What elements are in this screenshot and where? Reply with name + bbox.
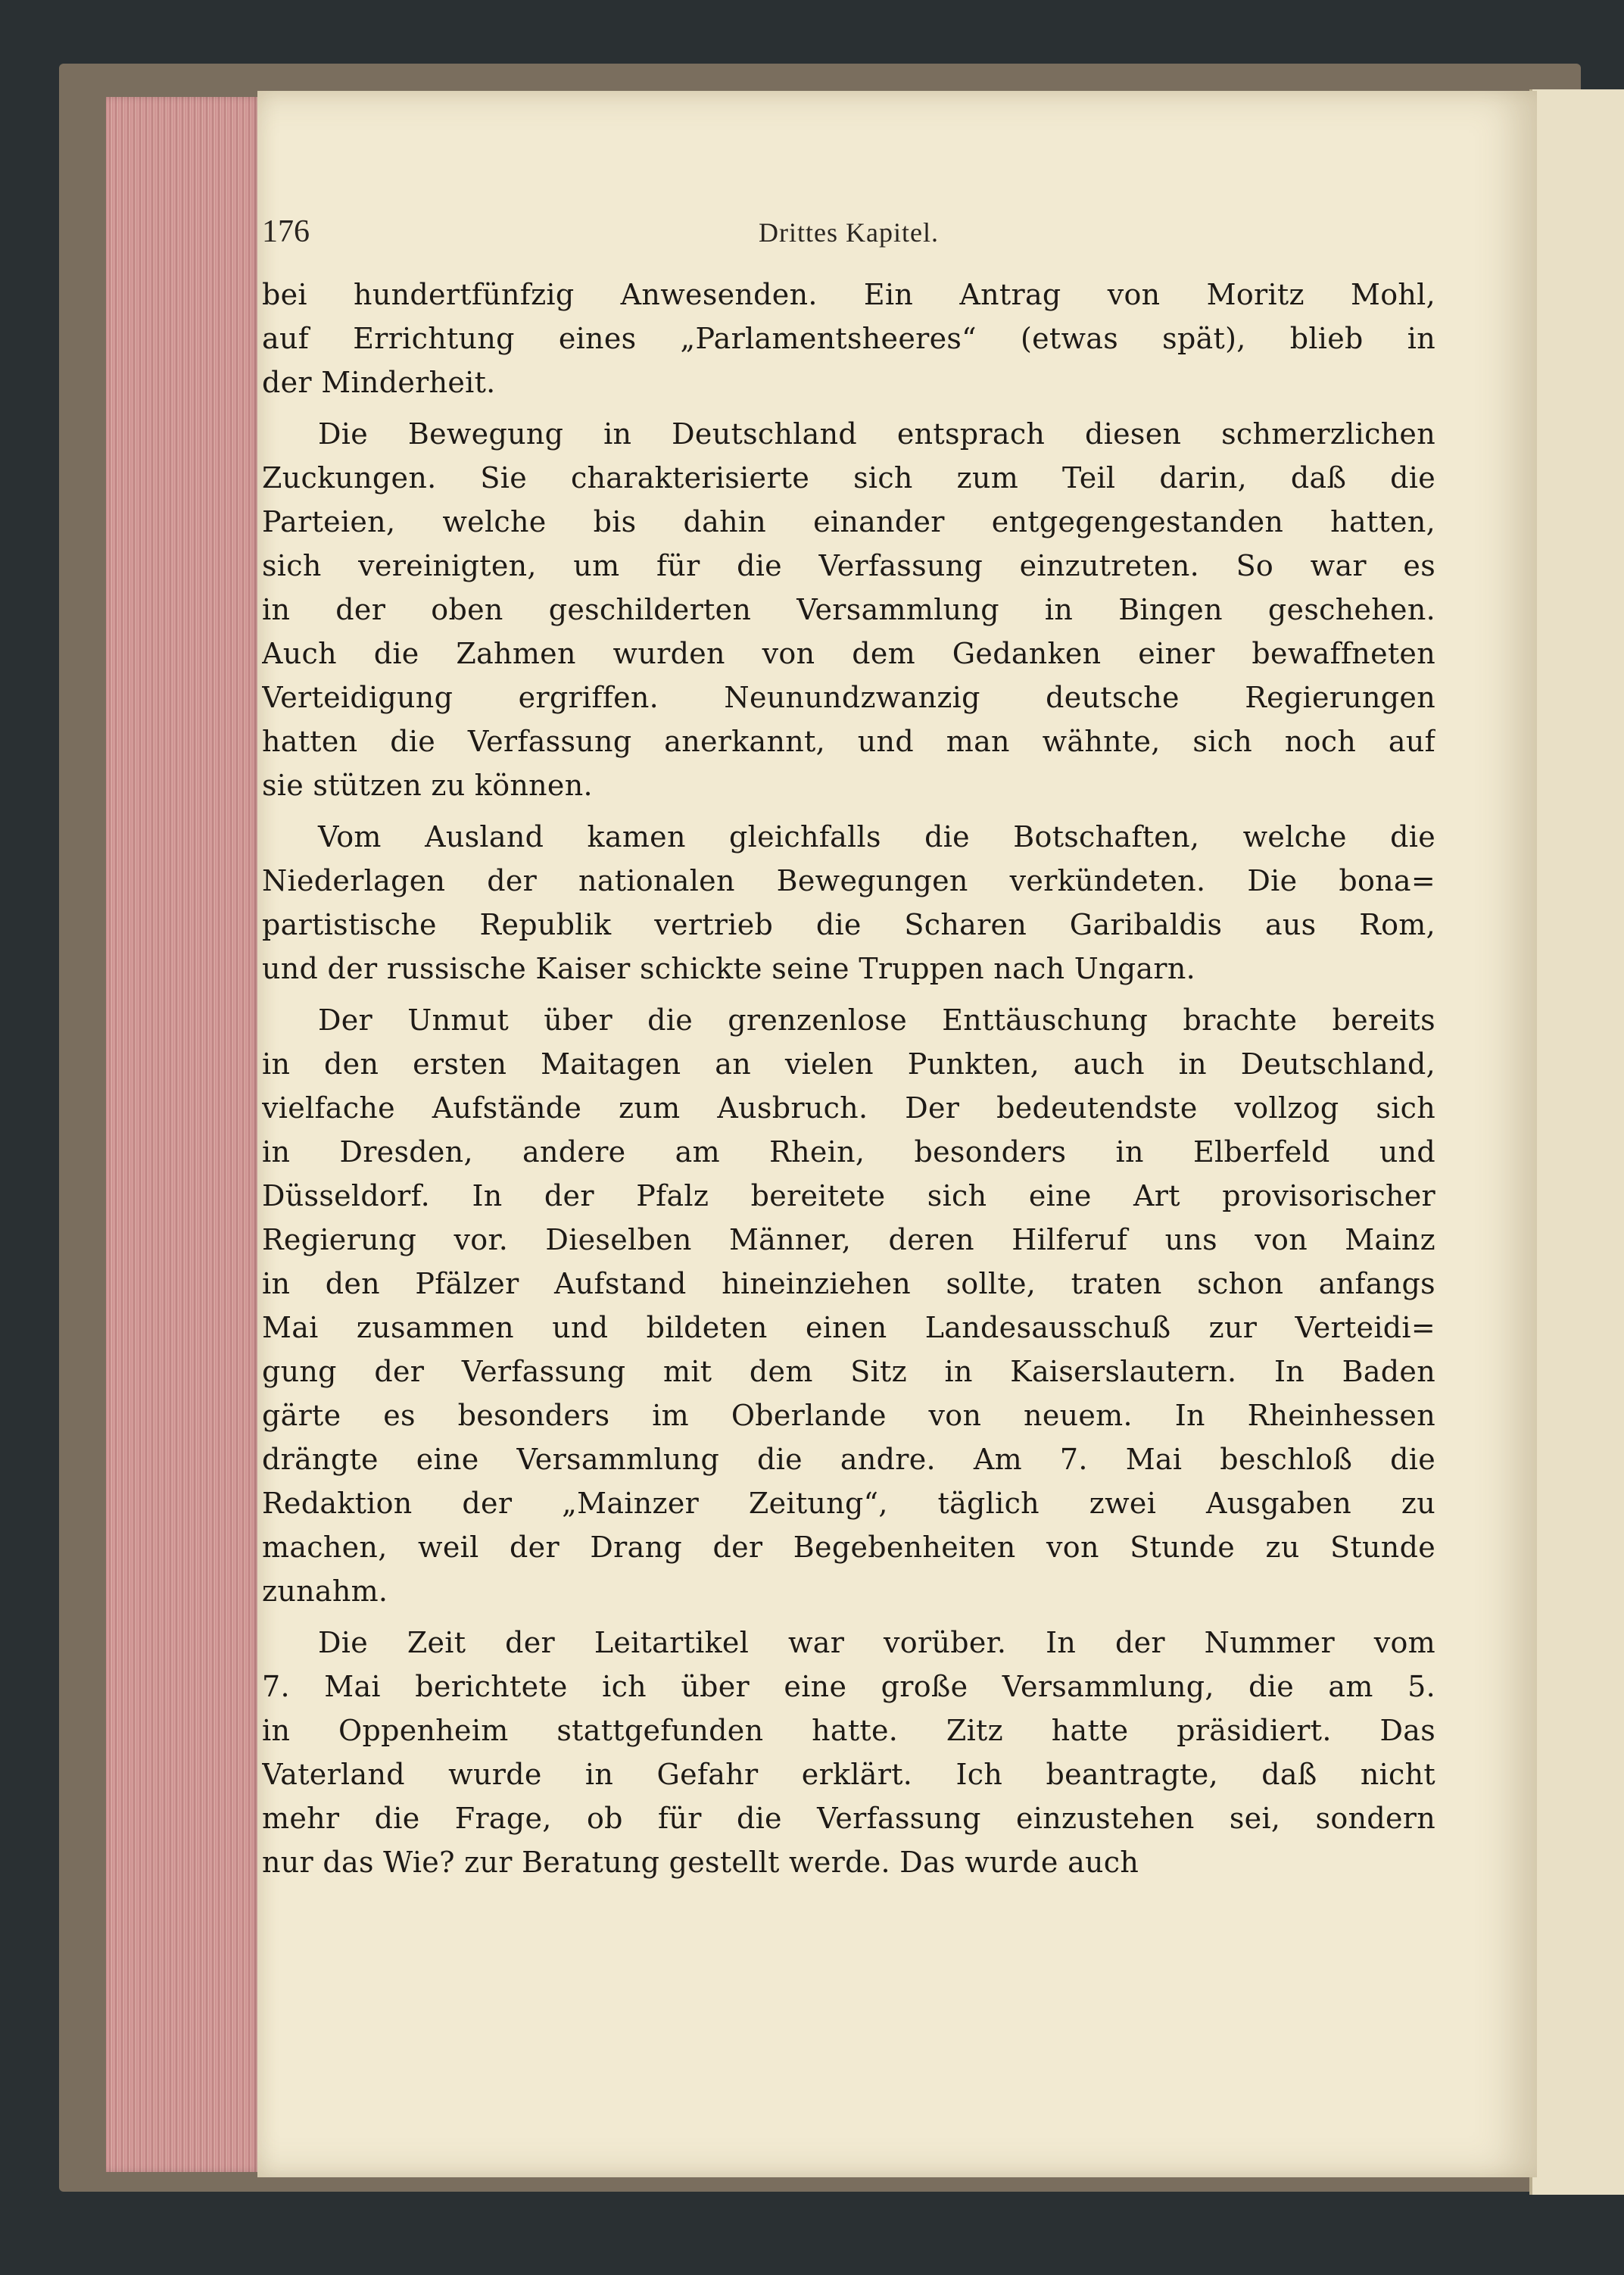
body-text [262,273,1435,1892]
paragraph [262,998,1435,1613]
text-line: in den ersten Maitagen an vielen Punkten, auch in Deutschland, [262,1047,1435,1081]
text-line: sich vereinigten, um für die Verfassung einzutreten. So war es [262,549,1435,582]
text-line: Niederlagen der nationalen Bewegungen verkündeten. Die bona= [262,864,1435,897]
text-line: bei hundertfünfzig Anwesenden. Ein Antrag von Moritz Mohl, [262,278,1435,311]
paragraph [262,273,1435,404]
text-line: sie stützen zu können. [262,769,593,802]
text-line: Mai zusammen und bildeten einen Landesausschuß zur Verteidi= [262,1311,1435,1344]
paragraph [262,815,1435,991]
text-line: in der oben geschilderten Versammlung in Bingen geschehen. [262,593,1435,626]
text-line: gärte es besonders im Oberlande von neuem. In Rheinhessen [262,1399,1435,1432]
text-line: Düsseldorf. In der Pfalz bereitete sich eine Art provisorischer [262,1179,1435,1212]
text-line: gung der Verfassung mit dem Sitz in Kaiserslautern. In Baden [262,1355,1435,1388]
text-line: Vom Ausland kamen gleichfalls die Botschaften, welche die [318,820,1435,854]
text-line: Auch die Zahmen wurden von dem Gedanken einer bewaffneten [262,637,1435,670]
text-line: Redaktion der „Mainzer Zeitung“, täglich zwei Ausgaben zu [262,1487,1435,1520]
text-line: in Dresden, andere am Rhein, besonders in Elberfeld und [262,1135,1435,1169]
text-line: Zuckungen. Sie charakterisierte sich zum Teil darin, daß die [262,461,1435,495]
paragraph [262,412,1435,807]
text-line: in den Pfälzer Aufstand hineinziehen sollte, traten schon anfangs [262,1267,1435,1300]
text-line: 7. Mai berichtete ich über eine große Versammlung, die am 5. [262,1670,1435,1703]
text-line: Die Zeit der Leitartikel war vorüber. In der Nummer vom [318,1626,1435,1659]
text-line: in Oppenheim stattgefunden hatte. Zitz hatte präsidiert. Das [262,1714,1435,1747]
running-head: Drittes Kapitel. [759,217,939,248]
text-line: Regierung vor. Dieselben Männer, deren Hilferuf uns von Mainz [262,1223,1435,1256]
text-line: vielfache Aufstände zum Ausbruch. Der bedeutendste vollzog sich [262,1091,1435,1125]
text-line: Vaterland wurde in Gefahr erklärt. Ich beantragte, daß nicht [262,1758,1435,1791]
text-line: zunahm. [262,1574,388,1608]
text-line: Der Unmut über die grenzenlose Enttäuschung brachte bereits [318,1003,1435,1037]
text-line: hatten die Verfassung anerkannt, und man wähnte, sich noch auf [262,725,1435,758]
text-line: mehr die Frage, ob für die Verfassung einzustehen sei, sondern [262,1802,1435,1835]
text-line: machen, weil der Drang der Begebenheiten von Stunde zu Stunde [262,1531,1435,1564]
text-line: der Minderheit. [262,366,496,399]
text-line: nur das Wie? zur Beratung gestellt werde. Das wurde auch [262,1846,1139,1879]
page-edges [106,97,261,2172]
page-header [262,214,1435,259]
text-line: Verteidigung ergriffen. Neunundzwanzig deutsche Regierungen [262,681,1435,714]
paragraph [262,1621,1435,1884]
text-line: Parteien, welche bis dahin einander entgegengestanden hatten, [262,505,1435,538]
text-line: partistische Republik vertrieb die Scharen Garibaldis aus Rom, [262,908,1435,941]
text-line: drängte eine Versammlung die andre. Am 7. Mai beschloß die [262,1443,1435,1476]
text-line: und der russische Kaiser schickte seine Truppen nach Ungarn. [262,952,1196,985]
text-line: Die Bewegung in Deutschland entsprach diesen schmerzlichen [318,417,1435,451]
page-number: 176 [262,214,310,249]
facing-page-edge [1529,89,1624,2195]
text-line: auf Errichtung eines „Parlamentsheeres“ (etwas spät), blieb in [262,322,1435,355]
